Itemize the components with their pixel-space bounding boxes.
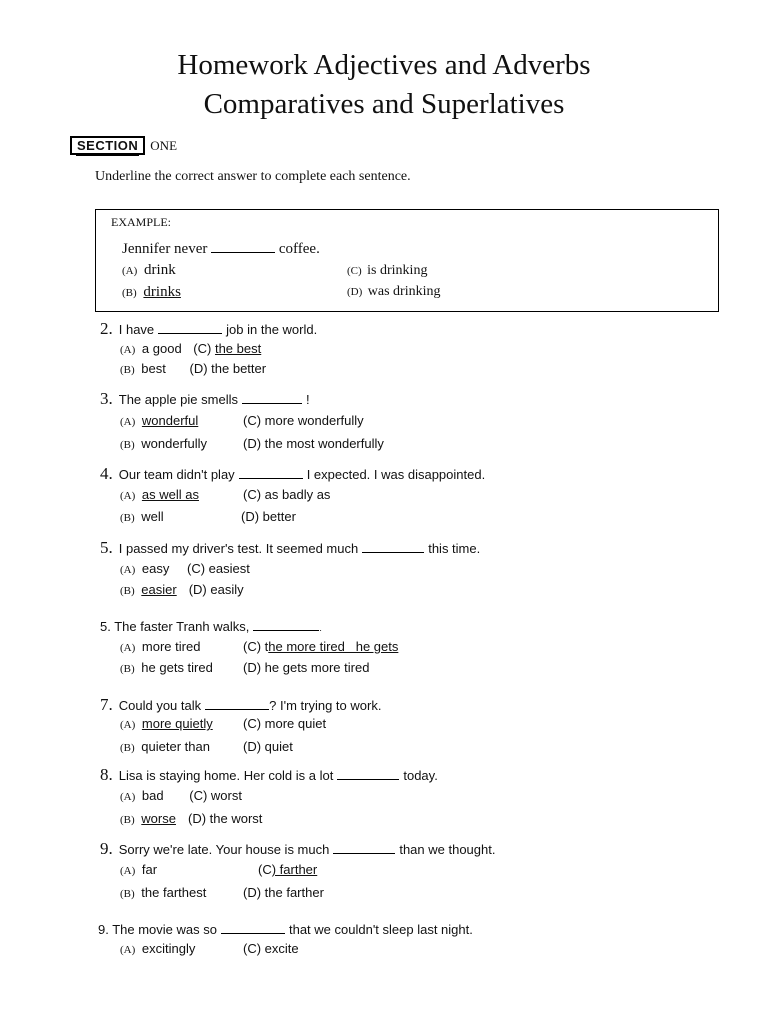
- page-title: Homework Adjectives and Adverbs: [177, 49, 591, 81]
- q9-option-b[interactable]: (B) the farthest: [120, 885, 207, 900]
- q8-option-d[interactable]: (D) the worst: [187, 811, 263, 826]
- q2-option-d[interactable]: (D) the better: [189, 361, 267, 376]
- q8-option-a[interactable]: (A) bad (C) worst: [120, 788, 242, 803]
- q5-option-b[interactable]: (B) easier (D) easily: [120, 582, 244, 597]
- answer-blank: [242, 399, 302, 404]
- q9-option-d[interactable]: (D) the farther: [243, 885, 324, 900]
- answer-blank: [221, 929, 285, 934]
- q7-option-d[interactable]: (D) quiet: [243, 739, 293, 754]
- section-badge: SECTION: [70, 136, 145, 155]
- answer-blank: [239, 474, 303, 479]
- section-number: ONE: [150, 138, 178, 153]
- section-header: [70, 136, 177, 156]
- instructions: Underline the correct answer to complete each sentence.: [95, 169, 411, 184]
- q5-option-d[interactable]: (D) easily: [188, 582, 244, 597]
- q9-option-c[interactable]: (C) farther: [258, 862, 318, 877]
- answer-blank: [211, 248, 275, 253]
- answer-blank: [333, 849, 395, 854]
- example-sentence: Jennifer never coffee.: [122, 241, 320, 257]
- q2-option-a[interactable]: (A) a good (C) the best: [120, 341, 262, 356]
- example-label: EXAMPLE:: [111, 215, 171, 229]
- q3-option-c[interactable]: (C) more wonderfully: [243, 413, 364, 428]
- q6-option-a[interactable]: (A) more tired: [120, 639, 201, 654]
- answer-blank: [337, 775, 399, 780]
- q7-option-b[interactable]: (B) quieter than: [120, 739, 210, 754]
- question-4: 4. Our team didn't play I expected. I was disappointed.: [100, 464, 486, 483]
- answer-blank: [253, 626, 319, 631]
- question-10: 9. The movie was so that we couldn't sleep last night.: [98, 922, 473, 937]
- q3-option-d[interactable]: (D) the most wonderfully: [243, 436, 384, 451]
- example-option-d[interactable]: (D) was drinking: [347, 284, 441, 299]
- q4-option-b[interactable]: (B) well: [120, 509, 164, 524]
- q6-option-d[interactable]: (D) he gets more tired: [243, 660, 370, 675]
- answer-blank: [205, 705, 269, 710]
- example-option-b[interactable]: (B) drinks: [122, 284, 181, 300]
- example-option-c[interactable]: (C) is drinking: [347, 263, 428, 278]
- q8-option-b[interactable]: (B) worse (D) the worst: [120, 811, 263, 826]
- q5-option-a[interactable]: (A) easy (C) easiest: [120, 561, 250, 576]
- answer-blank: [362, 548, 424, 553]
- q4-option-a[interactable]: (A) as well as: [120, 487, 199, 502]
- q8-option-c[interactable]: (C) worst: [189, 788, 242, 803]
- question-5: 5. I passed my driver's test. It seemed much this time.: [100, 538, 481, 557]
- q10-option-c[interactable]: (C) excite: [243, 941, 299, 956]
- example-option-a[interactable]: (A) drink: [122, 262, 176, 278]
- q2-option-b[interactable]: (B) best (D) the better: [120, 361, 267, 376]
- q2-option-c[interactable]: the best: [214, 341, 262, 356]
- q4-option-d[interactable]: (D) better: [241, 509, 296, 524]
- question-2: 2. I have job in the world.: [100, 319, 318, 338]
- q4-option-c[interactable]: (C) as badly as: [243, 487, 331, 502]
- page-subtitle: Comparatives and Superlatives: [203, 88, 565, 120]
- q9-option-a[interactable]: (A) far: [120, 862, 158, 877]
- q5-option-c[interactable]: (C) easiest: [187, 561, 250, 576]
- q3-option-a[interactable]: (A) wonderful: [120, 413, 199, 428]
- question-3: 3. The apple pie smells !: [100, 389, 310, 408]
- q3-option-b[interactable]: (B) wonderfully: [120, 436, 208, 451]
- answer-blank: [158, 329, 222, 334]
- question-6: 5. The faster Tranh walks, .: [100, 619, 322, 634]
- question-8: 8. Lisa is staying home. Her cold is a lot today.: [100, 765, 438, 784]
- question-9: 9. Sorry we're late. Your house is much than we thought.: [100, 839, 496, 858]
- q7-option-c[interactable]: (C) more quiet: [243, 716, 327, 731]
- q10-option-a[interactable]: (A) excitingly: [120, 941, 196, 956]
- q7-option-a[interactable]: (A) more quietly: [120, 716, 213, 731]
- q6-option-b[interactable]: (B) he gets tired: [120, 660, 213, 675]
- question-7: 7. Could you talk ? I'm trying to work.: [100, 695, 382, 714]
- q6-option-c[interactable]: (C) the more tired he gets: [243, 639, 399, 654]
